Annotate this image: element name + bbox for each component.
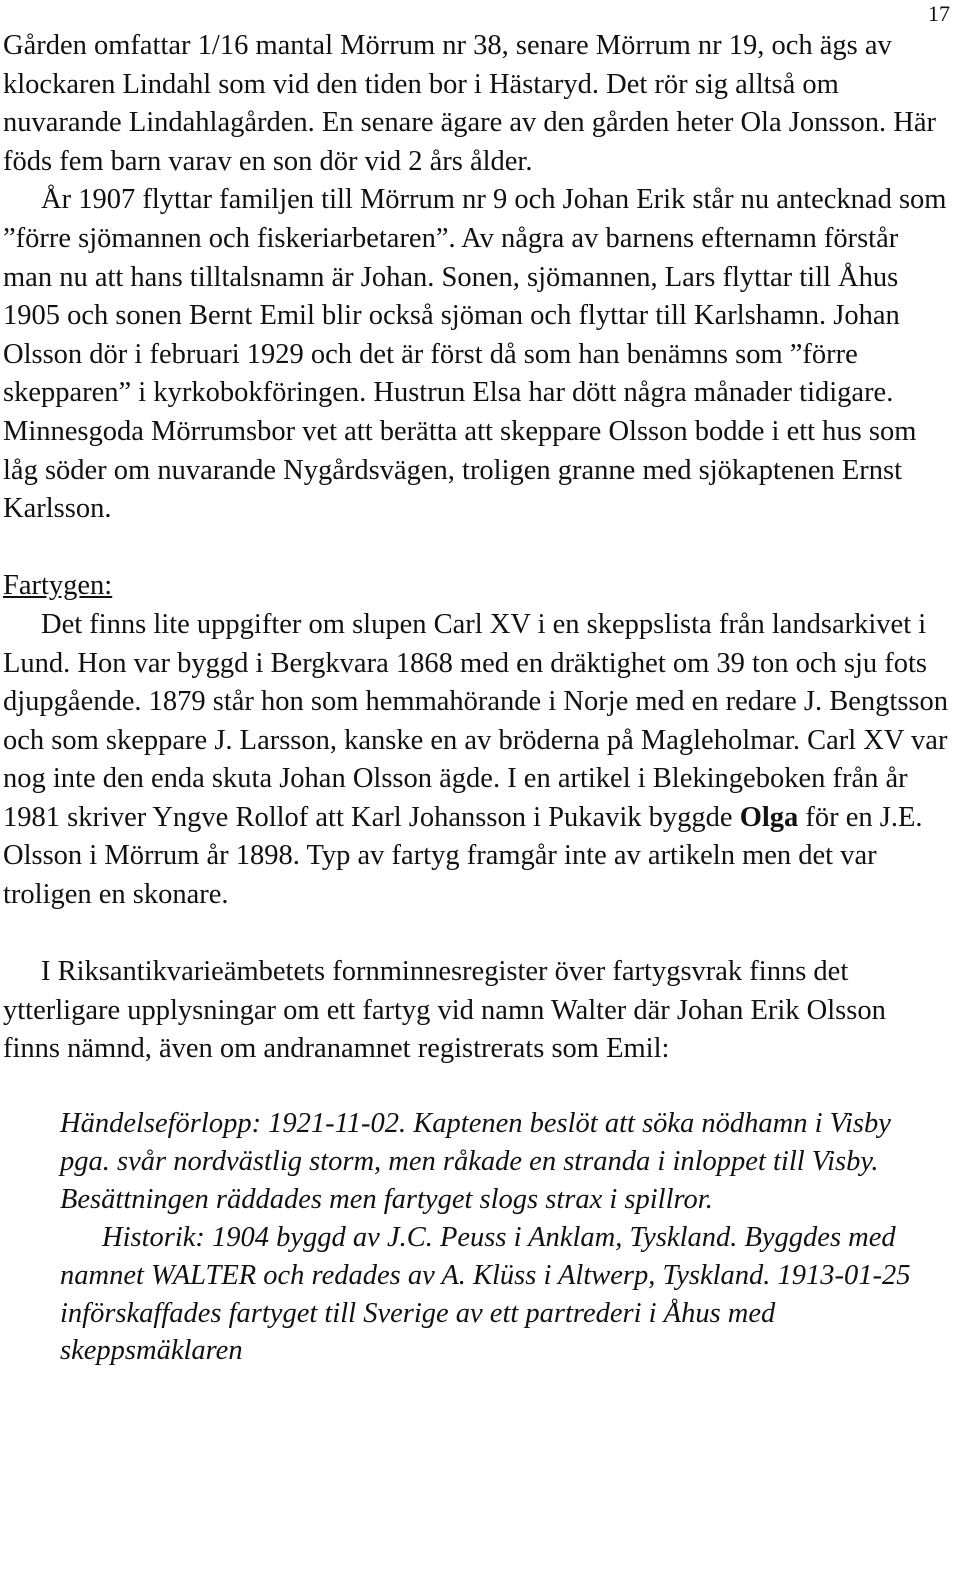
- quote-history: Historik: 1904 byggd av J.C. Peuss i Anklam, Tyskland. Byggdes med namnet WALTER och redades av A. Klüss i Altwerp, Tyskland. 1913-01-25 införskaffades fartyget till Sverige av ett partrederi i Åhus med skeppsmäklaren: [60, 1221, 911, 1367]
- paragraph-ships-text-start: Det finns lite uppgifter om slupen Carl XV i en skeppslista från landsarkivet i Lund. Hon var byggd i Bergkvara 1868 med en dräktighet om 39 ton och sju fots djupgående. 1879 står hon som hemmahörande i Norje med en redare J. Bengtsson och som skeppare J. Larsson, kanske en av bröderna på Magleholmar. Carl XV var nog inte den enda skuta Johan Olsson ägde. I en artikel i Blekingeboken från år 1981 skriver Yngve Rollof att Karl Johansson i Pukavik byggde: [3, 608, 949, 833]
- paragraph-farm: Gården omfattar 1/16 mantal Mörrum nr 38, senare Mörrum nr 19, och ägs av klockaren Lindahl som vid den tiden bor i Hästaryd. Det rör sig alltså om nuvarande Lindahlagården. En senare ägare av den gården heter Ola Jonsson. Här föds fem barn varav en son dör vid 2 års ålder.: [3, 30, 936, 177]
- paragraph-gap: [3, 1069, 948, 1105]
- paragraph-family: År 1907 flyttar familjen till Mörrum nr 9 och Johan Erik står nu antecknad som ”förre sjömannen och fiskeriarbetaren”. Av några av barnens efternamn förstår man nu att hans tilltalsnamn är Johan. Sonen, sjömannen, Lars flyttar till Åhus 1905 och sonen Bernt Emil blir också sjöman och flyttar till Karlshamn. Johan Olsson dör i februari 1929 och det är först då som han benämns som ”förre skepparen” i kyrkobokföringen. Hustrun Elsa har dött några månader tidigare. Minnesgoda Mörrumsbor vet att berätta att skeppare Olsson bodde i ett hus som låg söder om nuvarande Nygårdsvägen, troligen granne med sjökaptenen Ernst Karlsson.: [3, 184, 947, 525]
- paragraph-gap: [3, 915, 948, 954]
- quote-events: Händelseförlopp: 1921-11-02. Kaptenen beslöt att söka nödhamn i Visby pga. svår nordvästlig storm, men råkade en stranda i inloppet till Visby. Besättningen räddades men fartyget slogs strax i spillror.: [60, 1108, 891, 1215]
- ship-name-olga: Olga: [739, 801, 799, 833]
- paragraph-ships-text-end: för en J.E. Olsson i Mörrum år 1898. Typ av fartyg framgår inte av artikeln men det var troligen en skonare.: [3, 801, 923, 911]
- page-number: 17: [928, 1, 950, 26]
- section-heading: Fartygen:: [3, 570, 113, 602]
- paragraph-gap: [3, 529, 948, 568]
- document-body: [3, 27, 948, 1370]
- paragraph-ships: [3, 606, 948, 915]
- paragraph-registry: I Riksantikvarieämbetets fornminnesregister över fartygsvrak finns det ytterligare upplysningar om ett fartyg vid namn Walter där Johan Erik Olsson finns nämnd, även om andranamnet registrerats som Emil:: [3, 956, 886, 1065]
